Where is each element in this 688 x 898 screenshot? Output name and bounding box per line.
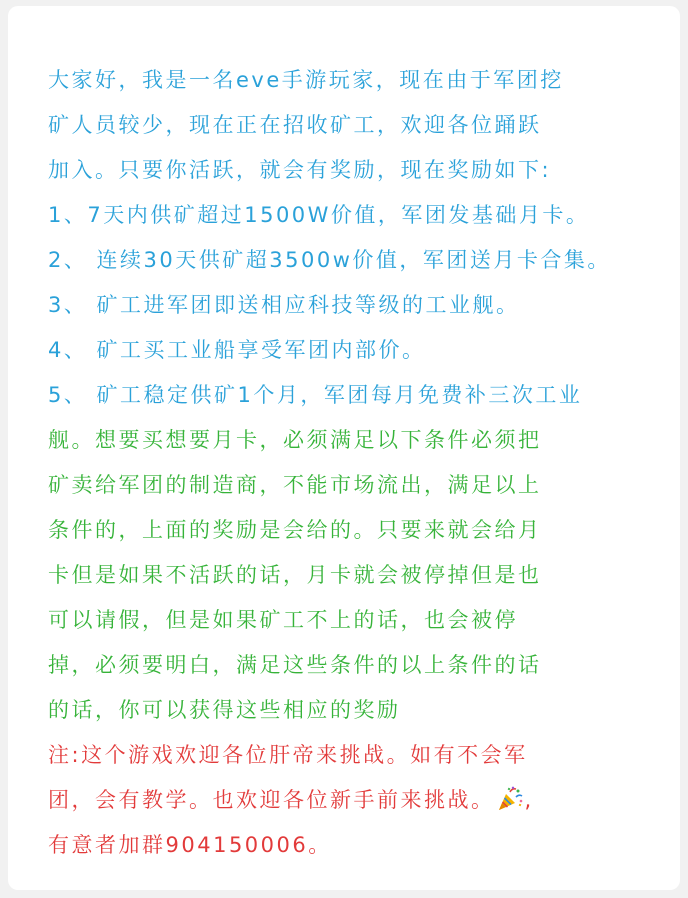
text-line: 5、 矿工稳定供矿1个月，军团每月免费补三次工业	[48, 383, 583, 407]
text-line: 加入。只要你活跃，就会有奖励，现在奖励如下:	[48, 158, 552, 182]
text-line: 的话，你可以获得这些相应的奖励	[48, 698, 401, 722]
text-line: 矿卖给军团的制造商，不能市场流出，满足以上	[48, 473, 542, 497]
text-line: 1、7天内供矿超过1500W价值，军团发基础月卡。	[48, 203, 590, 227]
text-line: 掉，必须要明白，满足这些条件的以上条件的话	[48, 653, 542, 677]
text-line: 条件的，上面的奖励是会给的。只要来就会给月	[48, 518, 542, 542]
text-line: 2、 连续30天供矿超3500w价值，军团送月卡合集。	[48, 248, 611, 272]
text-line: 舰。想要买想要月卡，必须满足以下条件必须把	[48, 428, 542, 452]
text-line: 可以请假，但是如果矿工不上的话，也会被停	[48, 608, 518, 632]
text-line: 大家好，我是一名eve手游玩家，现在由于军团挖	[48, 68, 564, 92]
text-line: 注:这个游戏欢迎各位肝帝来挑战。如有不会军	[48, 743, 528, 767]
text-line: 4、 矿工买工业船享受军团内部价。	[48, 338, 426, 362]
text-line: 卡但是如果不活跃的话，月卡就会被停掉但是也	[48, 563, 542, 587]
text-segment: ,	[524, 788, 534, 812]
text-line: 3、 矿工进军团即送相应科技等级的工业舰。	[48, 293, 520, 317]
text-segment: 团，会有教学。也欢迎各位新手前来挑战。	[48, 788, 495, 812]
post-card	[8, 6, 680, 890]
post-body	[48, 58, 658, 868]
text-line-with-emoji	[48, 778, 658, 823]
party-popper-icon	[497, 786, 523, 812]
text-line: 有意者加群904150006。	[48, 833, 332, 857]
text-line: 矿人员较少，现在正在招收矿工，欢迎各位踊跃	[48, 113, 542, 137]
